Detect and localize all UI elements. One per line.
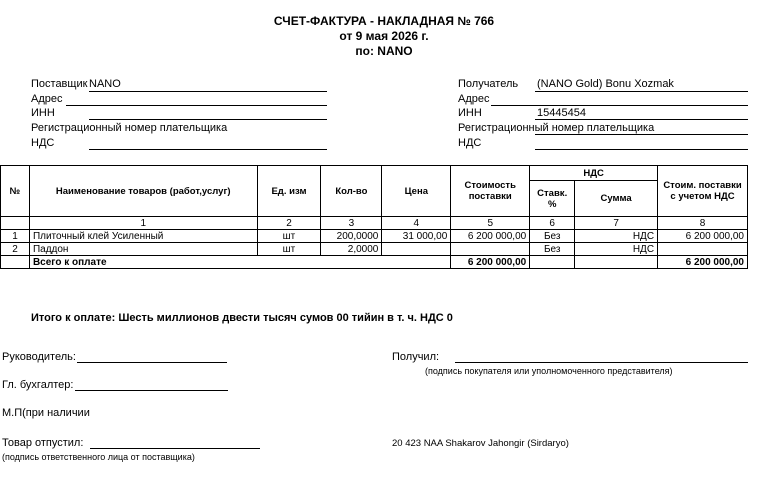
colnum-cell: 3 [321,217,382,230]
receiver-reg-label: Регистрационный номер плательщика [458,122,655,134]
row-name: Паддон [29,243,257,256]
footer-cost: 6 200 000,00 [451,256,530,269]
row-qty: 200,0000 [321,230,382,243]
colnum-cell: 4 [382,217,451,230]
receiver-line [535,91,748,92]
receiver-inn-value: 15445454 [537,107,586,119]
receiver-value: (NANO Gold) Bonu Xozmak [537,78,674,90]
header-price: Цена [382,166,451,217]
row-total: 6 200 000,00 [658,230,748,243]
header-name: Наименование товаров (работ,услуг) [29,166,257,217]
receiver-inn-label: ИНН [458,107,482,119]
colnum-cell: 5 [451,217,530,230]
row-price [382,243,451,256]
colnum-cell: 6 [530,217,575,230]
header-vat: НДС [530,166,658,181]
accountant-label: Гл. бухгалтер: [2,379,74,391]
row-qty: 2,0000 [321,243,382,256]
header-vat-rate: Ставк. % [530,181,575,217]
colnum-cell: 2 [257,217,321,230]
invoice-to: по: NANO [355,44,413,58]
row-vat-rate: Без [530,243,575,256]
header-qty: Кол-во [321,166,382,217]
supplier-vat-label: НДС [31,137,55,149]
header-unit: Ед. изм [257,166,321,217]
invoice-title: СЧЕТ-ФАКТУРА - НАКЛАДНАЯ № 766 [273,14,495,28]
stamp-label: М.П(при наличии [2,407,90,419]
colnum-cell: 1 [29,217,257,230]
colnum-cell [1,217,30,230]
row-name: Плиточный клей Усиленный [29,230,257,243]
released-sign-line [90,448,260,449]
row-vat-rate: Без [530,230,575,243]
table-header-row [1,166,748,181]
receiver-inn-line [535,119,748,120]
receiver-vat-label: НДС [458,137,482,149]
invoice-date: от 9 мая 2026 г. [339,29,429,43]
table-row [1,243,748,256]
row-unit: шт [257,230,321,243]
manager-label: Руководитель: [2,351,76,363]
row-cost: 6 200 000,00 [451,230,530,243]
driver-info: 20 423 NAA Shakarov Jahongir (Sirdaryo) [392,438,569,449]
footer-label: Всего к оплате [29,256,450,269]
header-cost: Стоимость поставки [451,166,530,217]
row-unit: шт [257,243,321,256]
manager-sign-line [77,362,227,363]
row-vat-sum: НДС [575,230,658,243]
supplier-inn-line [89,119,327,120]
released-note: (подпись ответственного лица от поставщика) [2,452,195,462]
footer-vat-rate [530,256,575,269]
header-num: № [1,166,30,217]
header-vat-sum: Сумма [575,181,658,217]
table-row [1,230,748,243]
colnum-cell: 7 [575,217,658,230]
colnum-cell: 8 [658,217,748,230]
header-total: Стоим. поставки с учетом НДС [658,166,748,217]
receiver-vat-line [535,149,748,150]
supplier-address-label: Адрес [31,93,63,105]
supplier-address-line [66,105,327,106]
row-total [658,243,748,256]
received-sign-line [455,362,748,363]
receiver-address-label: Адрес [458,93,490,105]
receiver-reg-line [535,134,748,135]
row-num: 2 [1,243,30,256]
supplier-value: NANO [89,78,121,90]
supplier-vat-line [89,149,327,150]
row-num: 1 [1,230,30,243]
invoice-table [0,165,748,269]
released-label: Товар отпустил: [2,437,84,449]
footer-spacer [1,256,30,269]
received-label: Получил: [392,351,440,363]
received-note: (подпись покупателя или уполномоченного представителя) [425,366,673,376]
row-vat-sum: НДС [575,243,658,256]
supplier-label: Поставщик [31,78,88,90]
accountant-sign-line [75,390,228,391]
amount-in-words: Итого к оплате: Шесть миллионов двести тысяч сумов 00 тийин в т. ч. НДС 0 [31,312,453,324]
supplier-line [89,91,327,92]
footer-vat-sum [575,256,658,269]
supplier-inn-label: ИНН [31,107,55,119]
footer-total: 6 200 000,00 [658,256,748,269]
receiver-address-line [491,105,748,106]
row-cost [451,243,530,256]
table-footer-row [1,256,748,269]
row-price: 31 000,00 [382,230,451,243]
supplier-reg-label: Регистрационный номер плательщика [31,122,228,134]
receiver-label: Получатель [458,78,519,90]
table-colnum-row [1,217,748,230]
